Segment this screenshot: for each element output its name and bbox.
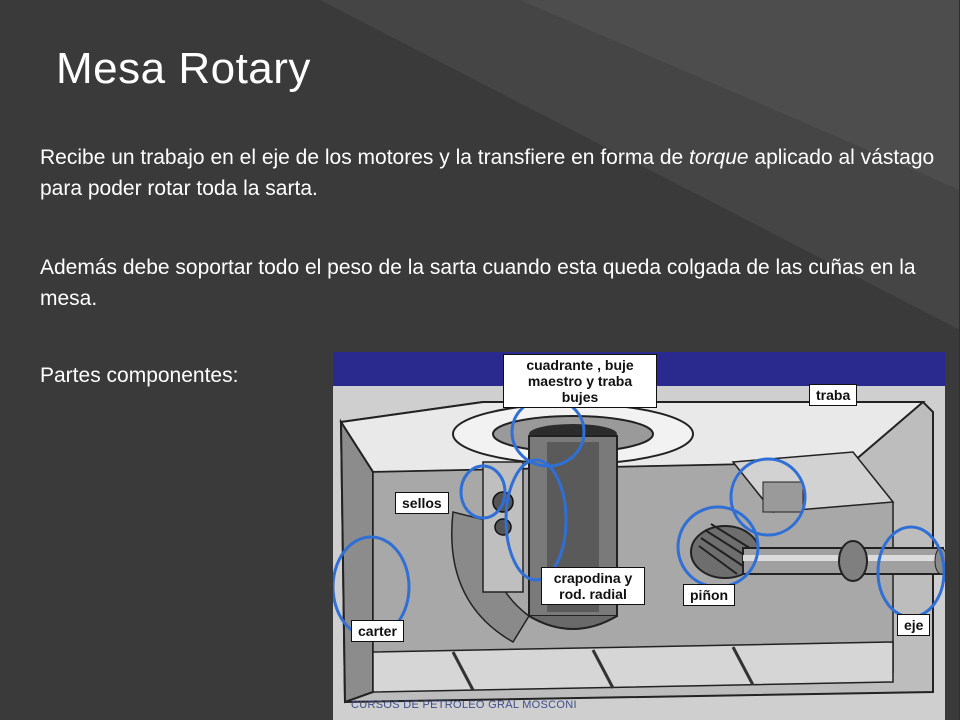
paragraph-description [40,142,940,204]
label-eje: eje [897,614,930,636]
label-traba: traba [809,384,857,406]
label-crapodina: crapodina y rod. radial [541,567,645,605]
paragraph-text-start: Recibe un trabajo en el eje de los motores y la transfiere en forma de [40,146,690,169]
label-sellos: sellos [395,492,449,514]
paragraph-weight-support: Además debe soportar todo el peso de la sarta cuando esta queda colgada de las cuñas en la mesa. [40,256,916,310]
watermark: CURSOS DE PETROLEO GRAL MOSCONI [351,699,577,711]
rotary-table-diagram [333,352,945,720]
slide-title: Mesa Rotary [56,44,311,93]
paragraph-components-heading: Partes componentes: [40,364,239,387]
emphasis-torque: torque [689,146,749,169]
label-carter: carter [351,620,404,642]
paragraph-text-end: aplicado al vástago para poder rotar toda la sarta. [40,146,935,200]
label-pinion: piñon [683,584,735,606]
label-cuadrante: cuadrante , buje maestro y traba bujes [503,354,657,408]
